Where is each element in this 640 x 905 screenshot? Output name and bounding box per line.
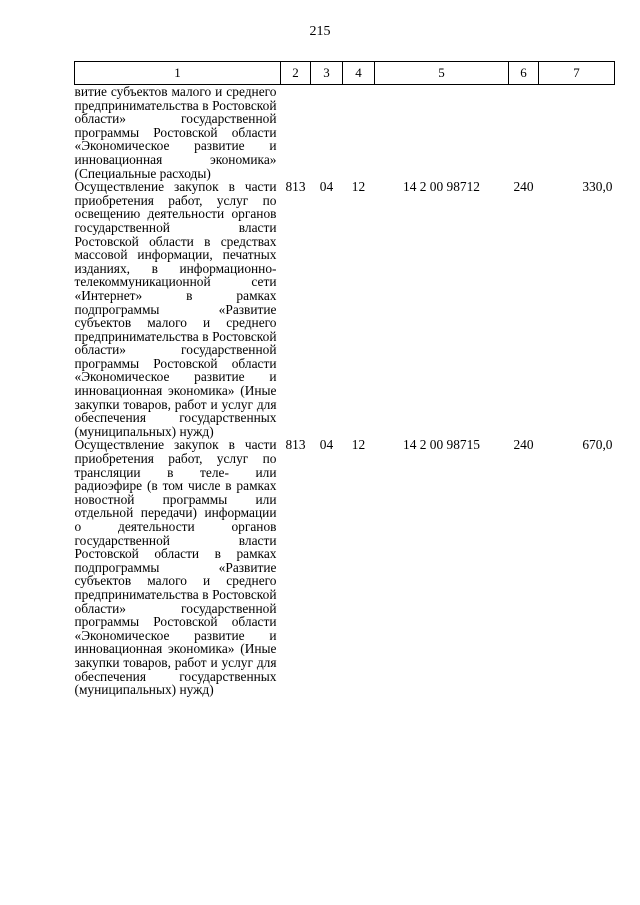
page-number: 215 — [309, 24, 331, 39]
row-sum: 670,0 — [582, 437, 613, 453]
row-admin-code — [281, 85, 311, 181]
header-row — [75, 62, 615, 85]
table-row — [75, 438, 615, 696]
row-expense-type: 240 — [513, 179, 534, 195]
row-target-article: 14 2 00 98715 — [403, 437, 480, 453]
header-col-4: 4 — [343, 62, 375, 85]
row-subsection: 12 — [351, 179, 366, 195]
row-subsection: 12 — [351, 437, 366, 453]
row-subsection — [343, 85, 375, 181]
header-col-2: 2 — [281, 62, 311, 85]
row-description: Осуществление закупок в части приобретения работ, услуг по трансляции в теле- или радиоэфире (в том числе в рамках новостной программы или отдельной передачи) информации о деятельности органов государственной власти Ростовской области в рамках подпрограммы «Развитие субъектов малого и среднего предпринимательства в Ростовской области» государственной программы Ростовской области «Экономическое развитие и инновационная экономика» (Иные закупки товаров, работ и услуг для обеспечения государственных (муниципальных) нужд) — [74, 437, 277, 698]
table-row — [75, 180, 615, 438]
header-col-7: 7 — [539, 62, 615, 85]
header-col-5: 5 — [375, 62, 509, 85]
row-sum: 330,0 — [582, 179, 613, 195]
table-row — [75, 85, 615, 181]
row-expense-type: 240 — [513, 437, 534, 453]
budget-table — [74, 61, 615, 697]
row-target-article: 14 2 00 98712 — [403, 179, 480, 195]
row-section: 04 — [319, 437, 334, 453]
header-col-3: 3 — [311, 62, 343, 85]
row-admin-code: 813 — [285, 179, 306, 195]
header-col-6: 6 — [509, 62, 539, 85]
row-section: 04 — [319, 179, 334, 195]
row-admin-code: 813 — [285, 437, 306, 453]
row-section — [311, 85, 343, 181]
row-description: Осуществление закупок в части приобретения работ, услуг по освещению деятельности органов государственной власти Ростовской области в средствах массовой информации, печатных изданиях, в информационно-телекоммуникационной сети «Интернет» в рамках подпрограммы «Развитие субъектов малого и среднего предпринимательства в Ростовской области» государственной программы Ростовской области «Экономическое развитие и инновационная экономика» (Иные закупки товаров, работ и услуг для обеспечения государственных (муниципальных) нужд) — [74, 179, 277, 439]
row-description: витие субъектов малого и среднего предпринимательства в Ростовской области» государственной программы Ростовской области «Экономическое развитие и инновационная экономика» (Специальные расходы) — [74, 84, 277, 181]
row-target-article — [375, 85, 509, 181]
header-col-1: 1 — [75, 62, 281, 85]
row-sum — [539, 85, 615, 181]
row-expense-type — [509, 85, 539, 181]
